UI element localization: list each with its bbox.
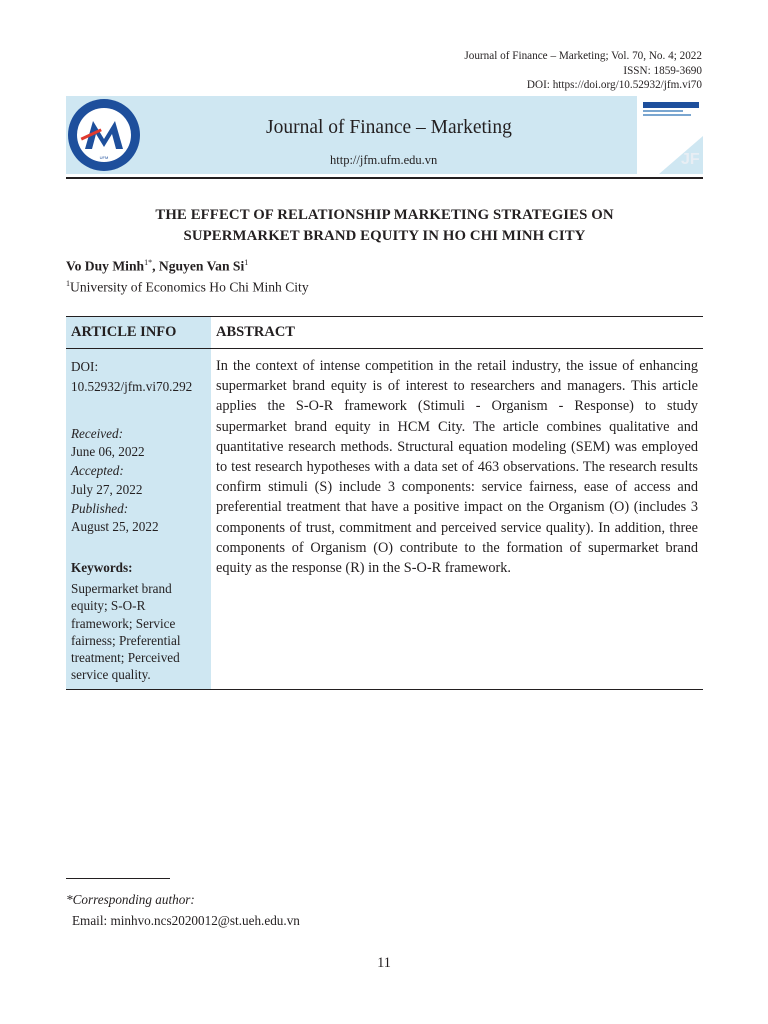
footnote-rule [66,878,170,879]
received-date: June 06, 2022 [71,444,145,460]
accepted-date: July 27, 2022 [71,481,143,497]
affiliation-text: University of Economics Ho Chi Minh City [70,279,309,295]
author-separator: , [152,258,159,274]
svg-text:UFM: UFM [99,155,109,160]
keywords-label: Keywords: [71,560,133,575]
issn: ISSN: 1859-3690 [623,64,702,77]
corresponding-author-label: *Corresponding author: [66,892,195,907]
journal-cover-thumbnail [639,96,703,174]
doi-link[interactable]: DOI: https://doi.org/10.52932/jfm.vi70 [526,79,702,92]
keyword-line-3: framework; Service [71,615,176,631]
title-line-1: THE EFFECT OF RELATIONSHIP MARKETING STRATEGIES ON [155,207,614,223]
published-label: Published: [71,500,129,516]
author-1: Vo Duy Minh [66,258,145,274]
keywords-block [71,559,207,683]
svg-text:JF: JF [681,151,700,168]
journal-meta [464,49,702,93]
journal-url-link[interactable]: http://jfm.ufm.edu.vn [330,153,438,167]
keyword-line-4: fairness; Preferential [71,632,181,648]
corresponding-author-email[interactable]: Email: minhvo.ncs2020012@st.ueh.edu.vn [72,913,300,928]
keyword-line-5: treatment; Perceived [71,650,180,666]
info-top-rule [66,316,703,317]
author-1-marker: 1* [144,258,153,267]
university-logo [66,97,142,173]
abstract-text: In the context of intense competition in the retail industry, the issue of enhancing supermarket brand equity is of interest to researchers and managers. This article applies the S-O-R framework (Stimuli - Organism - Response) to study supermarket brand equity in HCM City. The article combines qualitative and quantitative research methods. Structural equation modeling (SEM) was employed to test research hypotheses with a data set of 463 observations. The research results confirm stimuli (S) include 3 components: service fairness, ease of access and preferential treatment that have a positive impact on the Organism (O) (includes 3 components of trust, commitment and perceived service quality). In addition, three components of Organism (O) contribute to the formation of supermarket brand equity as the response (R) in the S-O-R framework. [216,358,698,577]
page-number: 11 [377,955,391,971]
journal-issue: Journal of Finance – Marketing; Vol. 70, No. 4; 2022 [464,50,702,62]
affiliation-marker: 1 [66,279,70,288]
info-bottom-rule [66,689,703,690]
authors [66,258,248,275]
journal-banner [66,96,703,180]
title-line-2: SUPERMARKET BRAND EQUITY IN HO CHI MINH CITY [183,228,586,244]
keyword-line-2: equity; S-O-R [71,598,146,614]
dates-block [71,425,207,535]
doi-block [71,358,207,395]
article-title [66,205,703,247]
keyword-line-1: Supermarket brand [71,581,172,597]
article-info-heading: ARTICLE INFO [71,324,177,340]
abstract-heading: ABSTRACT [216,324,295,340]
affiliation [66,279,309,296]
author-2-marker: 1 [244,258,249,267]
published-date: August 25, 2022 [71,519,159,535]
banner-divider [66,177,703,179]
author-2: Nguyen Van Si [158,258,245,274]
journal-name: Journal of Finance – Marketing [266,117,512,138]
doi-value[interactable]: 10.52932/jfm.vi70.292 [71,379,193,395]
accepted-label: Accepted: [71,463,124,479]
keyword-line-6: service quality. [71,667,151,683]
doi-label: DOI: [71,359,99,374]
received-label: Received: [71,426,123,441]
info-header-rule [66,348,703,349]
